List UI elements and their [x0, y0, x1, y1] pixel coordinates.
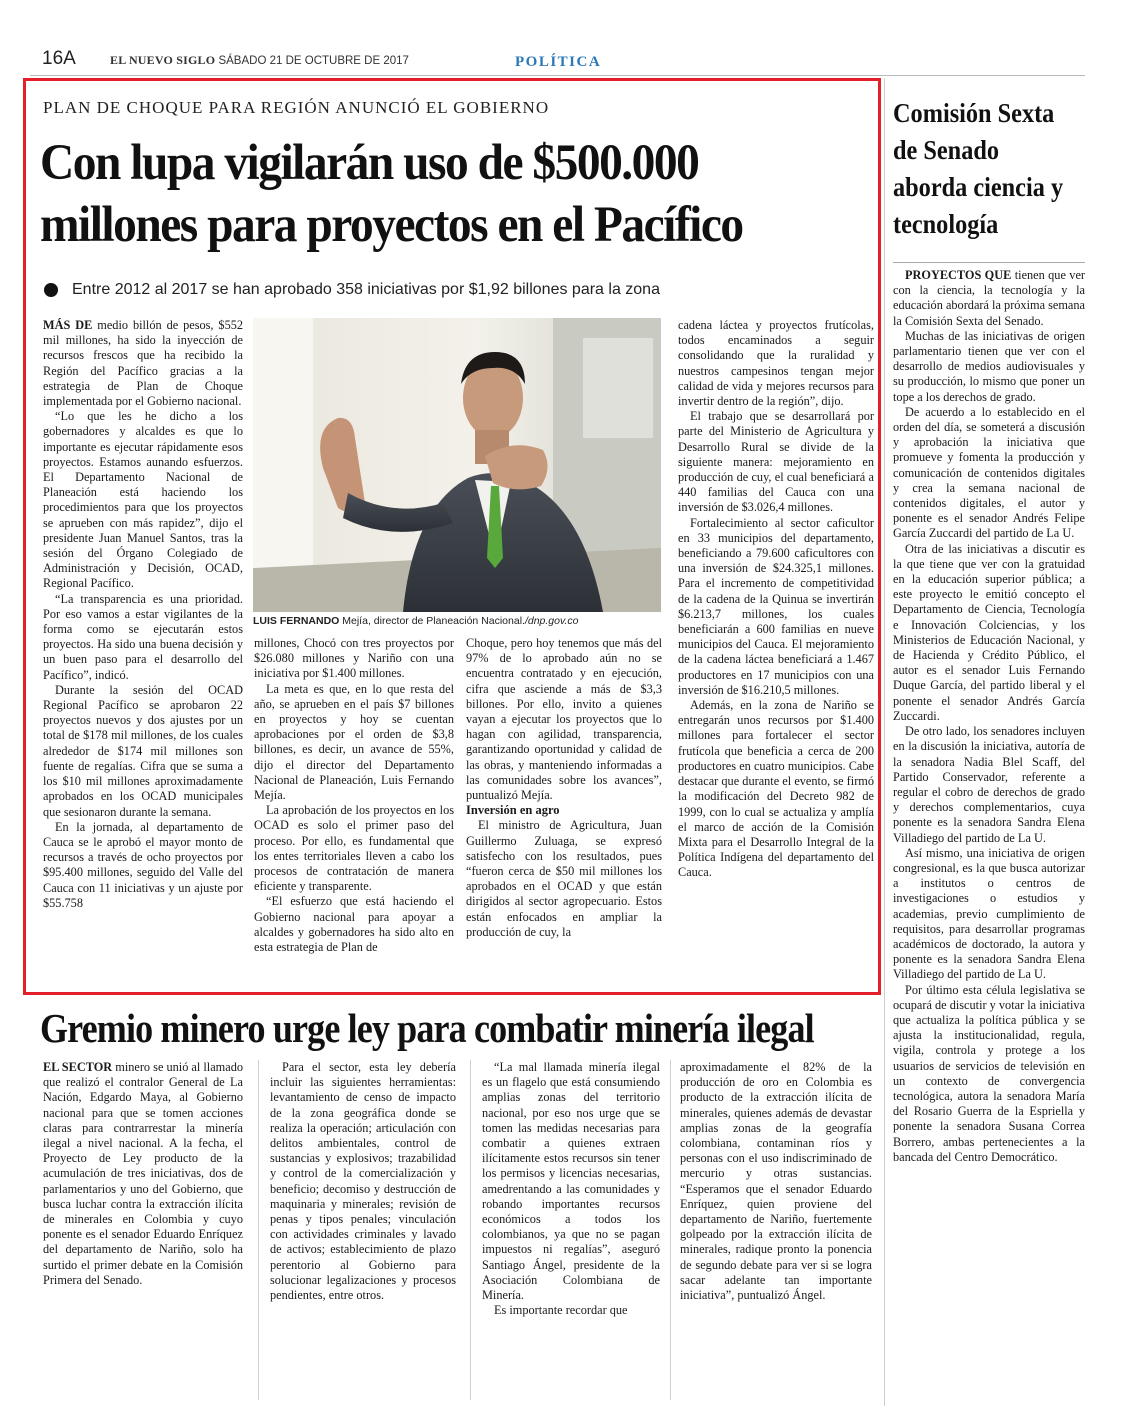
- second-headline: Gremio minero urge ley para combatir minería ilegal: [40, 1005, 814, 1051]
- subheading: Inversión en agro: [466, 803, 560, 818]
- publication-line: [110, 53, 409, 68]
- paragraph: El trabajo que se desarrollará por parte del Ministerio de Agricultura y Desarrollo Rural se divide de la siguiente manera: mejoramiento en producción de cuy, el cual beneficiará a 440 familias del Cauca con una inversión de $3.026,4 millones.: [678, 409, 874, 515]
- header-rule: [30, 75, 1085, 76]
- second-column-4: [680, 1060, 872, 1303]
- second-column-1: [43, 1060, 243, 1288]
- main-column-3: [466, 636, 662, 940]
- main-column-2: [254, 636, 454, 955]
- paragraph: Además, en la zona de Nariño se entregarán unos recursos por $1.400 millones para fortalecer el sector frutícola que beneficia a cerca de 200 productores en cuatro municipios. Cabe destacar que durante el evento, se firmó la modificación del Decreto 982 de 1999, con lo cual se actualiza y amplía el marco de acción de la Comisión Mixta para el Desarrollo Integral de la Política Indígena del departamento del Cauca.: [678, 698, 874, 880]
- paragraph: Muchas de las iniciativas de origen parlamentario tienen que ver con el desarrollo de medios audiovisuales y su producción, lo mismo que poner un tope a los derechos de grado.: [893, 328, 1085, 404]
- paragraph: Por último esta célula legislativa se ocupará de discutir y votar la iniciativa que actualiza la política pública y se ajusta la institucionalidad, regula, vigila, controla y protege a los usuarios de servicios de televisión en un contexto de convergencia tecnológica, autora la senadora María del Rosario Guerra de la Espriella y ponente la senadora Susana Correa Borrero, ambas pertenecientes a la bancada del Centro Democrático.: [893, 982, 1085, 1164]
- portrait-illustration: [253, 318, 661, 612]
- headline-line-2: millones para proyectos en el Pacífico: [40, 197, 743, 253]
- paragraph: “La mal llamada minería ilegal es un flagelo que está consumiendo amplias zonas del territorio nacional, por eso nos urge que se tomen las medidas necesarias para combatir a quienes extraen ilícitamente estos recursos sin tener los permisos y licencias necesarias, amedrentando a las comunidades y robando importantes recursos económicos a todos los colombianos, ya que no se pagan impuestos ni regalías”, aseguró Santiago Ángel, presidente de la Asociación Colombiana de Minería.: [482, 1060, 660, 1303]
- paragraph: tienen que ver con la ciencia, la tecnología y la educación abordará la próxima semana la Comisión Sexta del Senado.: [893, 268, 1086, 328]
- paragraph: De acuerdo a lo establecido en el orden del día, se someterá a discusión y aprobación la iniciativa que promueve y fomenta la producción y comunicación de contenidos digitales y crea la semana nacional de contenidos digitales, el autor y ponente es el senador Andrés Felipe García Zuccardi del partido de La U.: [893, 404, 1085, 541]
- paragraph: minero se unió al llamado que realizó el contralor General de La Nación, Edgardo Maya, al Gobierno nacional para que se tomen acciones claras para contrarrestar la minería ilegal a nivel nacional. A la fecha, el Proyecto de Ley producto de la acumulación de tres iniciativas, dos de parlamentarios y uno del Gobierno, que busca luchar contra la extracción ilícita de minerales en Colombia y cuyo ponente es el senador Eduardo Enríquez del departamento de Nariño, solo ha surtido el primer debate en la Comisión Primera del Senado.: [43, 1060, 243, 1287]
- paragraph: “La transparencia es una prioridad. Por eso vamos a estar vigilantes de la forma como se ejecutarán estos proyectos. Ha sido una buena decisión y un buen paso para el desarrollo del Pacífico”, indicó.: [43, 591, 243, 682]
- photo-credit: /dnp.gov.co: [524, 615, 579, 627]
- paragraph: La meta es que, en lo que resta del año, se aprueben en el país $7 billones en proyectos y hoy se cuentan aprobaciones por el orden de $3,8 billones, es decir, un avance de 55%, dijo el director del Departamento Nacional de Planeación, Luis Fernando Mejía.: [254, 681, 454, 803]
- second-column-3: [482, 1060, 660, 1318]
- lead-in: EL SECTOR: [43, 1060, 113, 1074]
- page-number: 16A: [42, 48, 76, 69]
- bullet-icon: [44, 283, 58, 297]
- column-divider: [470, 1060, 471, 1400]
- paragraph: En la jornada, al departamento de Cauca se le aprobó el mayor monto de recursos a través de ocho proyectos por $95.400 millones, seguido del Valle del Cauca con 11 iniciativas y un ajuste por $55.758: [43, 819, 243, 910]
- sidebar-divider: [884, 78, 885, 1406]
- paragraph: Choque, pero hoy tenemos que más del 97% de lo aprobado aún no se encuentra contratado y en ejecución, cifra que asciende a más de $3,3 billones. Por ello, invito a quienes vayan a ejecutar los proyectos que lo hagan con agilidad, transparencia, garantizando oportunidad y calidad de las obras, y manteniendo informadas a las comunidades sobre los avances”, puntualizó Mejía.: [466, 636, 662, 803]
- paragraph: Fortalecimiento al sector caficultor en 33 municipios del departamento, beneficiando a 79.600 caficultores con una inversión de $24.325,1 millones. Para el incremento de competitividad de la cadena de la Quinua se invertirán $6.213,7 millones, los cuales beneficiarán a 600 familias en nueve municipios del Cauca. El mejoramiento de la cadena láctea beneficiará a 1.467 productores en 17 municipios con una inversión de $16.210,5 millones.: [678, 515, 874, 697]
- article-headline: [40, 132, 821, 256]
- paragraph: Es importante recordar que: [494, 1303, 628, 1318]
- sidebar-rule: [893, 262, 1085, 263]
- headline-line-1: Con lupa vigilarán uso de $500.000: [40, 135, 699, 191]
- main-column-4: [678, 318, 874, 881]
- paragraph: La aprobación de los proyectos en los OCAD es solo el primer paso del proceso. Por ello, es fundamental que los entes territoriales lleven a cabo los procesos de contratación de manera eficiente y transparente.: [254, 803, 454, 894]
- paragraph: Para el sector, esta ley debería incluir las siguientes herramientas: levantamiento de censo de impacto de la zona geográfica donde se realiza la operación; articulación con delitos ambientales, control de sustancias y explosivos; trazabilidad y control de la comercialización y beneficio; decomiso y destrucción de maquinaria y minerales; revisión de penas y tipos penales; vinculación con actividades criminales y lavado de activos; establecimiento de plazo perentorio al Gobierno para solucionar legalizaciones y procesos pendientes, entre otros.: [270, 1060, 456, 1303]
- paragraph: aproximadamente el 82% de la producción de oro en Colombia es producto de la extracción ilícita de minerales, quienes además de devastar amplias zonas de la geografía colombiana, contaminan ríos y personas con el uso indiscriminado de mercurio y otras sustancias. “Esperamos que el senador Eduardo Enríquez, quien proviene del departamento de Nariño, fuertemente golpeado por la extracción ilícita de minerales, radique pronto la ponencia de segundo debate para ver si se logra sacar adelante tan importante iniciativa”, puntualizó Ángel.: [680, 1060, 872, 1303]
- article-photo: [253, 318, 661, 612]
- paragraph: medio billón de pesos, $552 mil millones, ha sido la inyección de recursos frescos que ha recibido la Región del Pacífico gracias a la estrategia de Plan de Choque implementada por el Gobierno nacional.: [43, 318, 244, 409]
- column-divider: [670, 1060, 671, 1400]
- paragraph: Otra de las iniciativas a discutir es la que tiene que ver con la gratuidad en la educación superior pública; a este proyecto le emitió concepto el Departamento de Ciencia, Tecnología e Innovación Colciencias, y los Ministerios de Educación Nacional, y de Hacienda y Crédito Público, el autor es el senador Luis Fernando Duque García, del partido liberal y el ponente el senador Andrés García Zuccardi.: [893, 541, 1085, 723]
- paragraph: De otro lado, los senadores incluyen en la discusión la iniciativa, autoría de la senadora Nadia Blel Scaff, del Partido Conservador, referente a regular el cobro de derechos de grado y derechos complementarios, cuya ponente es la senadora Sandra Elena Villadiego del partido de La U.: [893, 724, 1085, 845]
- article-kicker: PLAN DE CHOQUE PARA REGIÓN ANUNCIÓ EL GOBIERNO: [43, 98, 550, 117]
- publication-name: EL NUEVO SIGLO: [110, 53, 216, 67]
- page-header: [30, 48, 1085, 78]
- lead-in: MÁS DE: [43, 318, 93, 332]
- caption-name: LUIS FERNANDO: [253, 615, 340, 627]
- paragraph: millones, Chocó con tres proyectos por $26.080 millones y Nariño con una iniciativa por $1.400 millones.: [254, 636, 454, 681]
- publication-date: SÁBADO 21 DE OCTUBRE DE 2017: [218, 55, 409, 67]
- sidebar-headline: Comisión Sexta de Senado aborda ciencia y tecnología: [893, 98, 1064, 239]
- lead-in: PROYECTOS QUE: [905, 268, 1012, 282]
- paragraph: “Lo que les he dicho a los gobernadores y alcaldes es que lo importante es ejecutar rápidamente esos proyectos. Estamos aunando esfuerzos. El Departamento Nacional de Planeación está haciendo los procedimientos para que los proyectos se aprueben con más rapidez”, dijo el presidente Juan Manuel Santos, tras la sesión del Órgano Colegiado de Administración y Decisión, OCAD, Regional Pacífico.: [43, 409, 243, 591]
- second-column-2: [270, 1060, 456, 1303]
- paragraph: Así mismo, una iniciativa de origen congresional, es la que busca autorizar a institutos o centros de investigaciones o estudios y academias, previo cumplimiento de requisitos, para desarrollar programas académicos de doctorado, la autora y ponente es la senadora Sandra Elena Villadiego del partido de La U.: [893, 845, 1085, 982]
- paragraph: El ministro de Agricultura, Juan Guillermo Zuluaga, se expresó satisfecho con los resultados, pues “fueron cerca de $50 mil millones los aprobados en el OCAD y que están dirigidos al sector agropecuario. Estos están enfocados en ampliar la producción de cuy, la: [466, 818, 662, 939]
- paragraph: Durante la sesión del OCAD Regional Pacífico se aprobaron 22 proyectos nuevos y dos ajustes por un total de $178 mil millones, de los cuales alrededor de $174 mil millones son fuente de regalías. Cifra que se suma a los $10 mil millones aproximadamente aprobados en los OCAD municipales que sesionaron durante la semana.: [43, 682, 243, 819]
- photo-caption: [253, 615, 663, 627]
- section-label: POLÍTICA: [515, 54, 602, 70]
- sidebar-column: [893, 268, 1085, 1165]
- article-deck: [44, 281, 874, 299]
- caption-text: Mejía, director de Planeación Nacional.: [342, 615, 525, 627]
- paragraph: cadena láctea y proyectos frutícolas, todos encaminados a seguir consolidando que la ruralidad y nuestros campesinos tengan mejor calidad de vida y mejores recursos para invertir dentro de la región”, dijo.: [678, 318, 874, 409]
- paragraph: “El esfuerzo que está haciendo el Gobierno nacional para apoyar a alcaldes y gobernadores ha sido alto en esta estrategia de Plan de: [254, 894, 454, 955]
- deck-text: Entre 2012 al 2017 se han aprobado 358 iniciativas por $1,92 billones para la zona: [72, 281, 660, 298]
- main-column-1: [43, 318, 243, 911]
- column-divider: [258, 1060, 259, 1400]
